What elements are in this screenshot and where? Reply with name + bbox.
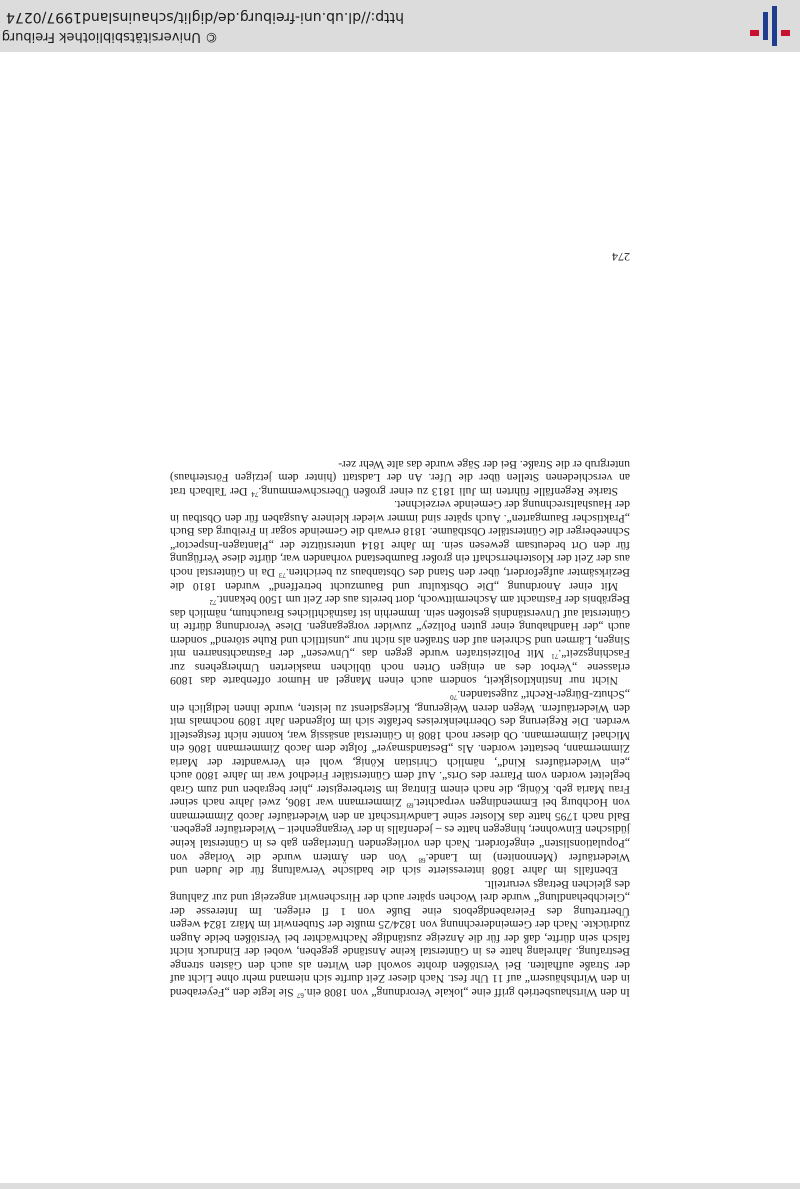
footnote-ref: 74 <box>251 489 259 498</box>
paragraph-3: Nicht nur Instinktlosigkeit, sondern auch einen Mangel an Humor offenbarte das 1809 erlassene „Verbot des an einigen Orten noch üblichen maskierten Umhergehens zur Faschingszeit“.$^{71}$ Mit Polizeistrafen wurde gegen das „Unwesen“ der Fastnachtsnarren mit Singen, Lärmen und Schreien auf den Straßen als nicht nur „unsittlich und Ruhe störend“ sondern auch „der Handhabung einer guten Polizey“ zuwider vorgegangen. Diese Verordnung dürfte in Günterstal auf Unverständnis gestoßen sein. Immerhin ist fastnächtliches Brauchtum, nämlich das Begräbnis der Fastnacht am Aschermittwoch, dort bereits aus der Zeit um 1500 bekannt.$^{72}$ <box>170 593 630 688</box>
footnote-ref: 70 <box>450 692 458 701</box>
footnote-ref: 72 <box>209 598 217 607</box>
footnote-ref: 71 <box>551 652 559 661</box>
ub-freiburg-logo-icon[interactable] <box>748 4 792 48</box>
paragraph-1: In den Wirtshausbetrieb griff eine „lokale Verordnung“ von 1808 ein.$^{67}$ Sie legte den „Feyerabend in den Wirthshäusern“ auf 11 Uhr fest. Nach dieser Zeit durfte sich niemand mehr ohne Licht auf der Straße aufhalten. Bei Verstößen drohte sowohl den Wirten als auch den Gästen strenge Bestrafung. Jahrelang hatte es in Günterstal keine Anstände gegeben, wobei der Eindruck nicht falsch sein dürfte, daß der für die Anzeige zuständige Nachtwächter bei Verstößen beide Augen zudrückte. Nach der Gemeinderechnung von 1824/25 mußte der Stubenwirt im März 1824 wegen Übertretung des Feierabendgebots eine Buße von 1 fl erlegen. Im Interesse der „Gleichbehandlung“ wurde drei Wochen später auch der Hirschenwirt angezeigt und zur Zahlung des gleichen Betrags verurteilt. <box>169 877 630 999</box>
page-number: 274 <box>612 250 630 264</box>
footnote-ref: 69 <box>406 801 414 810</box>
document-url-link[interactable]: http://dl.ub.uni-freiburg.de/diglit/schauinsland1997/0274 <box>6 9 404 25</box>
viewer-bottom-strip <box>0 1183 800 1189</box>
footnote-ref: 67 <box>296 991 304 999</box>
institution-label: © Universitätsbibliothek Freiburg <box>1 29 218 44</box>
paragraph-5: Starke Regenfälle führten im Juli 1813 zu einer großen Überschwemmung.$^{74}$ Der Talbach trat an verschiedenen Stellen über die Ufer. An der Ladstatt (hinter dem jetzigen Försterhaus) untergrub er die Straße. Bei der Säge wurde das alte Wehr zer- <box>170 457 630 498</box>
paragraph-4: Mit einer Anordnung „Die Obstkultur und Baumzucht betreffend“ wurden 1810 die Bezirksämter aufgefordert, über den Stand des Obstanbaus zu berichten.$^{73}$ Da in Günterstal noch aus der Zeit der Klosterherrschaft ein großer Baumbestand vorhanden war, dürfte diese Verfügung für den Ort bedeutsam gewesen sein. Im Jahre 1814 unterstützte der „Plantagen-Inspector“ Schneeberger die Günterstäler Obstbäume. 1818 erwarb die Gemeinde sogar in Freiburg das Buch „Praktischer Baumgarten“. Auch später sind immer wieder kleinere Ausgaben für den Obstbau in der Haushaltsrechnung der Gemeinde verzeichnet. <box>169 498 630 593</box>
paragraph-2: Ebenfalls im Jahre 1808 interessierte sich die badische Verwaltung für die Juden und Wiedertäufer (Mennoniten) im Lande.$^{68}$ Von den Ämtern wurde die Vorlage von „Populationslisten“ eingefordert. Nach den vorliegenden Unterlagen gab es in Günterstal keine jüdischen Einwohner, hingegen hatte es – jedenfalls in der Vergangenheit – Wiedertäufer gegeben. Bald nach 1795 hatte das Kloster seine Landwirtschaft an den Wiedertäufer Jacob Zimmermann von Hochburg bei Emmendingen verpachtet.$^{69}$ Zimmermann war 1806, zwei Jahre nach seiner Frau Maria geb. König, die nach einem Eintrag im Sterberegister „hier begraben und zum Grab begleitet worden vom Pfarrer des Orts“. Auf dem Günterstäler Friedhof war im Jahre 1800 auch „ein Wiedertäufers Kind“, nämlich Christian König, wohl ein Verwandter der Maria Zimmermann, bestattet worden. Als „Bestandsmayer“ folgte dem Jacob Zimmermann 1806 ein Michael Zimmermann. Ob dieser noch 1808 in Günterstal ansässig war, konnte nicht festgestellt werden. Die Regierung des Oberrheinkreises befaßte sich im folgenden Jahr 1809 nochmals mit den Wiedertäufern. Wegen deren Weigerung, Kriegsdienst zu leisten, wurde ihnen lediglich ein „Schutz-Bürger-Recht“ zugestanden.$^{70}$ <box>170 687 630 878</box>
viewer-header <box>0 0 800 52</box>
page-body <box>170 457 630 999</box>
footnote-ref: 73 <box>278 571 286 580</box>
footnote-ref: 68 <box>418 855 426 864</box>
